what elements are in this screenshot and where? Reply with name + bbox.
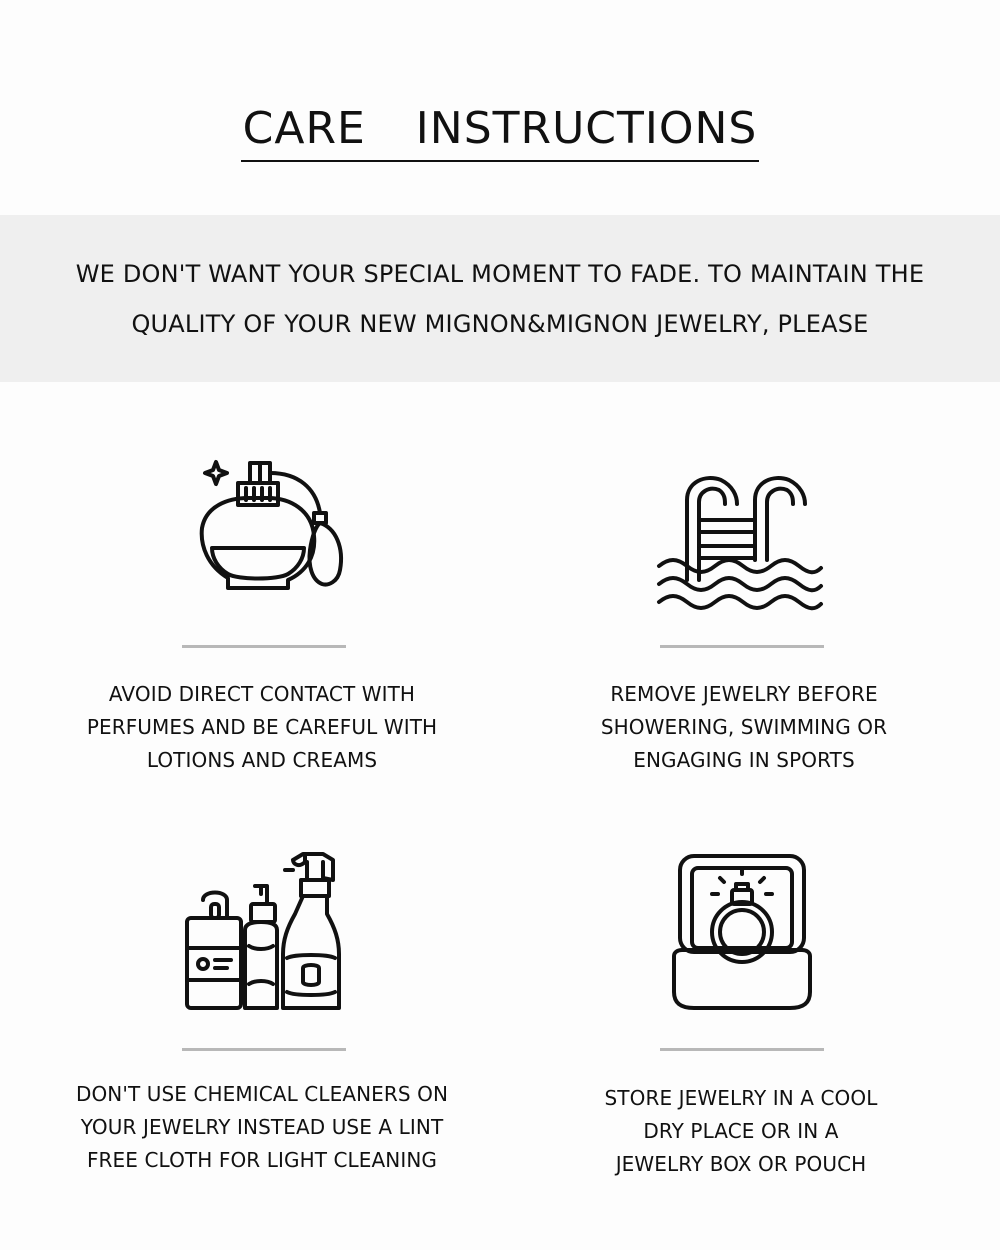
cleaning-products-icon [183, 850, 343, 1012]
caption-line: DON'T USE CHEMICAL CLEANERS ON [75, 1082, 449, 1106]
caption-line: YOUR JEWELRY INSTEAD USE A LINT [80, 1115, 444, 1139]
divider-4 [660, 1048, 824, 1051]
caption-line: JEWELRY BOX OR POUCH [615, 1152, 867, 1176]
caption-line: STORE JEWELRY IN A COOL [604, 1086, 878, 1110]
caption-swimming [534, 678, 954, 777]
swimming-pool-icon [655, 470, 825, 615]
divider-1 [182, 645, 346, 648]
caption-line: AVOID DIRECT CONTACT WITH [108, 682, 416, 706]
caption-cleaners [52, 1078, 472, 1177]
caption-line: REMOVE JEWELRY BEFORE [610, 682, 878, 706]
divider-3 [182, 1048, 346, 1051]
intro-line-1: WE DON'T WANT YOUR SPECIAL MOMENT TO FADE. TO MAINTAIN THE [75, 260, 925, 288]
caption-line: PERFUMES AND BE CAREFUL WITH [86, 715, 438, 739]
jewelry-box-icon [668, 852, 818, 1012]
intro-banner [0, 215, 1000, 382]
caption-line: LOTIONS AND CREAMS [146, 748, 378, 772]
page-title: CARE INSTRUCTIONS [241, 100, 760, 162]
caption-line: ENGAGING IN SPORTS [633, 748, 855, 772]
caption-line: SHOWERING, SWIMMING OR [600, 715, 888, 739]
divider-2 [660, 645, 824, 648]
title-wrapper [0, 100, 1000, 162]
caption-line: FREE CLOTH FOR LIGHT CLEANING [86, 1148, 438, 1172]
caption-storage [531, 1082, 951, 1181]
caption-perfume [52, 678, 472, 777]
intro-line-2: QUALITY OF YOUR NEW MIGNON&MIGNON JEWELRY, PLEASE [131, 310, 869, 338]
perfume-bottle-icon [198, 458, 358, 618]
caption-line: DRY PLACE OR IN A [643, 1119, 839, 1143]
